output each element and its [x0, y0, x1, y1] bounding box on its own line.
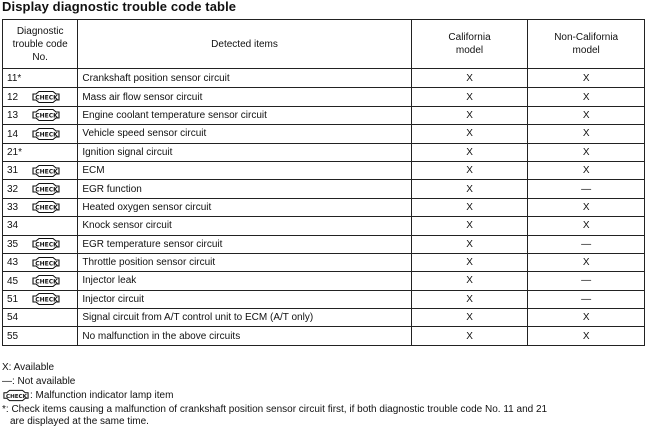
page-title: Display diagnostic trouble code table: [2, 0, 237, 14]
svg-text:CHECK: CHECK: [35, 113, 58, 121]
table-row: [3, 253, 645, 271]
cell-code: [3, 290, 78, 308]
cell-code: [3, 327, 78, 345]
cell-detected-item: Heated oxygen sensor circuit: [78, 198, 411, 216]
cell-detected-item: Ignition signal circuit: [78, 143, 411, 161]
code-number: 11*: [7, 73, 22, 85]
cell-code: [3, 106, 78, 124]
cell-detected-item: Crankshaft position sensor circuit: [78, 69, 411, 88]
cell-non-california: —: [528, 235, 645, 253]
cell-detected-item: No malfunction in the above circuits: [78, 327, 411, 345]
check-engine-icon: [31, 237, 61, 251]
cell-detected-item: EGR function: [78, 180, 411, 198]
check-engine-icon: [2, 389, 30, 402]
check-engine-icon: [31, 127, 61, 141]
cell-non-california: X: [528, 143, 645, 161]
cell-detected-item: Injector circuit: [78, 290, 411, 308]
legend-mil-text: : Malfunction indicator lamp item: [30, 390, 174, 402]
code-number: 31: [7, 165, 19, 177]
table-row: [3, 143, 645, 161]
cell-detected-item: EGR temperature sensor circuit: [78, 235, 411, 253]
svg-text:CHECK: CHECK: [35, 94, 58, 102]
cell-non-california: —: [528, 180, 645, 198]
cell-non-california: X: [528, 161, 645, 179]
header-code-line2: trouble code: [12, 38, 68, 50]
svg-text:CHECK: CHECK: [35, 186, 58, 194]
code-number: 33: [7, 202, 19, 214]
cell-code: [3, 253, 78, 271]
code-number: 12: [7, 91, 19, 103]
cell-code: [3, 198, 78, 216]
cell-california: X: [411, 309, 528, 327]
header-california-line1: California: [448, 32, 491, 43]
code-number: 14: [7, 128, 19, 140]
header-non-california: [528, 20, 645, 69]
check-engine-icon: [31, 182, 61, 196]
header-items: Detected items: [78, 20, 411, 69]
header-california: [411, 20, 528, 69]
table-row: [3, 161, 645, 179]
cell-non-california: —: [528, 272, 645, 290]
table-row: [3, 327, 645, 345]
cell-code: [3, 180, 78, 198]
cell-non-california: —: [528, 290, 645, 308]
cell-code: [3, 143, 78, 161]
header-code-line1: Diagnostic: [16, 25, 64, 37]
cell-non-california: X: [528, 253, 645, 271]
cell-code: [3, 272, 78, 290]
cell-detected-item: Engine coolant temperature sensor circuit: [78, 106, 411, 124]
cell-code: [3, 217, 78, 235]
code-number: 34: [7, 220, 19, 232]
svg-text:CHECK: CHECK: [35, 278, 58, 286]
cell-detected-item: Vehicle speed sensor circuit: [78, 125, 411, 143]
table-row: [3, 125, 645, 143]
check-engine-icon: [31, 164, 61, 178]
cell-non-california: X: [528, 125, 645, 143]
cell-detected-item: Throttle position sensor circuit: [78, 253, 411, 271]
cell-code: [3, 88, 78, 106]
cell-california: X: [411, 272, 528, 290]
legend-mil: [2, 389, 173, 402]
table-row: [3, 180, 645, 198]
legend-available: X: Available: [2, 362, 55, 373]
cell-non-california: X: [528, 309, 645, 327]
legend-not-available: —: Not available: [2, 376, 76, 387]
table-row: [3, 217, 645, 235]
table-row: [3, 309, 645, 327]
cell-detected-item: ECM: [78, 161, 411, 179]
code-number: 21*: [7, 146, 23, 158]
cell-non-california: X: [528, 217, 645, 235]
svg-text:CHECK: CHECK: [35, 260, 58, 268]
check-engine-icon: [31, 200, 61, 214]
code-number: 45: [7, 275, 19, 287]
header-california-line2: model: [455, 45, 484, 56]
table-header-row: [3, 20, 645, 69]
header-non-california-line1: Non-California: [554, 32, 619, 43]
cell-california: X: [411, 198, 528, 216]
table-row: [3, 272, 645, 290]
table-row: [3, 290, 645, 308]
cell-non-california: X: [528, 327, 645, 345]
cell-detected-item: Injector leak: [78, 272, 411, 290]
dtc-table: [2, 19, 645, 346]
code-number: 43: [7, 257, 19, 269]
cell-non-california: X: [528, 106, 645, 124]
table-row: [3, 198, 645, 216]
cell-non-california: X: [528, 69, 645, 88]
table-row: [3, 106, 645, 124]
legend-note-line1: *: Check items causing a malfunction of crankshaft position sensor circuit first, if both diagnostic trouble code No. 11 and 21: [2, 404, 548, 415]
legend-note-line2: are displayed at the same time.: [10, 416, 149, 427]
svg-text:CHECK: CHECK: [35, 205, 58, 213]
header-code: [3, 20, 78, 69]
cell-code: [3, 161, 78, 179]
table-row: [3, 88, 645, 106]
cell-california: X: [411, 125, 528, 143]
svg-text:CHECK: CHECK: [35, 241, 58, 249]
header-non-california-line2: model: [572, 45, 600, 56]
cell-non-california: X: [528, 88, 645, 106]
cell-california: X: [411, 235, 528, 253]
cell-detected-item: Knock sensor circuit: [78, 217, 411, 235]
cell-california: X: [411, 161, 528, 179]
code-number: 13: [7, 110, 19, 122]
cell-california: X: [411, 290, 528, 308]
cell-non-california: X: [528, 198, 645, 216]
svg-text:CHECK: CHECK: [35, 296, 58, 304]
svg-text:CHECK: CHECK: [5, 393, 27, 400]
check-engine-icon: [31, 292, 61, 306]
cell-california: X: [411, 143, 528, 161]
cell-california: X: [411, 253, 528, 271]
code-number: 54: [7, 312, 19, 324]
cell-california: X: [411, 180, 528, 198]
check-engine-icon: [31, 108, 61, 122]
table-row: [3, 69, 645, 88]
svg-text:CHECK: CHECK: [35, 131, 58, 139]
code-number: 55: [7, 330, 19, 342]
cell-detected-item: Mass air flow sensor circuit: [78, 88, 411, 106]
table-row: [3, 235, 645, 253]
cell-california: X: [411, 69, 528, 88]
cell-code: [3, 125, 78, 143]
header-code-line3: No.: [32, 51, 48, 63]
cell-code: [3, 309, 78, 327]
cell-detected-item: Signal circuit from A/T control unit to ECM (A/T only): [78, 309, 411, 327]
cell-california: X: [411, 217, 528, 235]
svg-text:CHECK: CHECK: [35, 168, 58, 176]
code-number: 32: [7, 183, 19, 195]
code-number: 35: [7, 238, 19, 250]
cell-code: [3, 69, 78, 88]
cell-california: X: [411, 106, 528, 124]
check-engine-icon: [31, 256, 61, 270]
cell-california: X: [411, 88, 528, 106]
check-engine-icon: [31, 274, 61, 288]
cell-code: [3, 235, 78, 253]
code-number: 51: [7, 294, 19, 306]
check-engine-icon: [31, 90, 61, 104]
cell-california: X: [411, 327, 528, 345]
